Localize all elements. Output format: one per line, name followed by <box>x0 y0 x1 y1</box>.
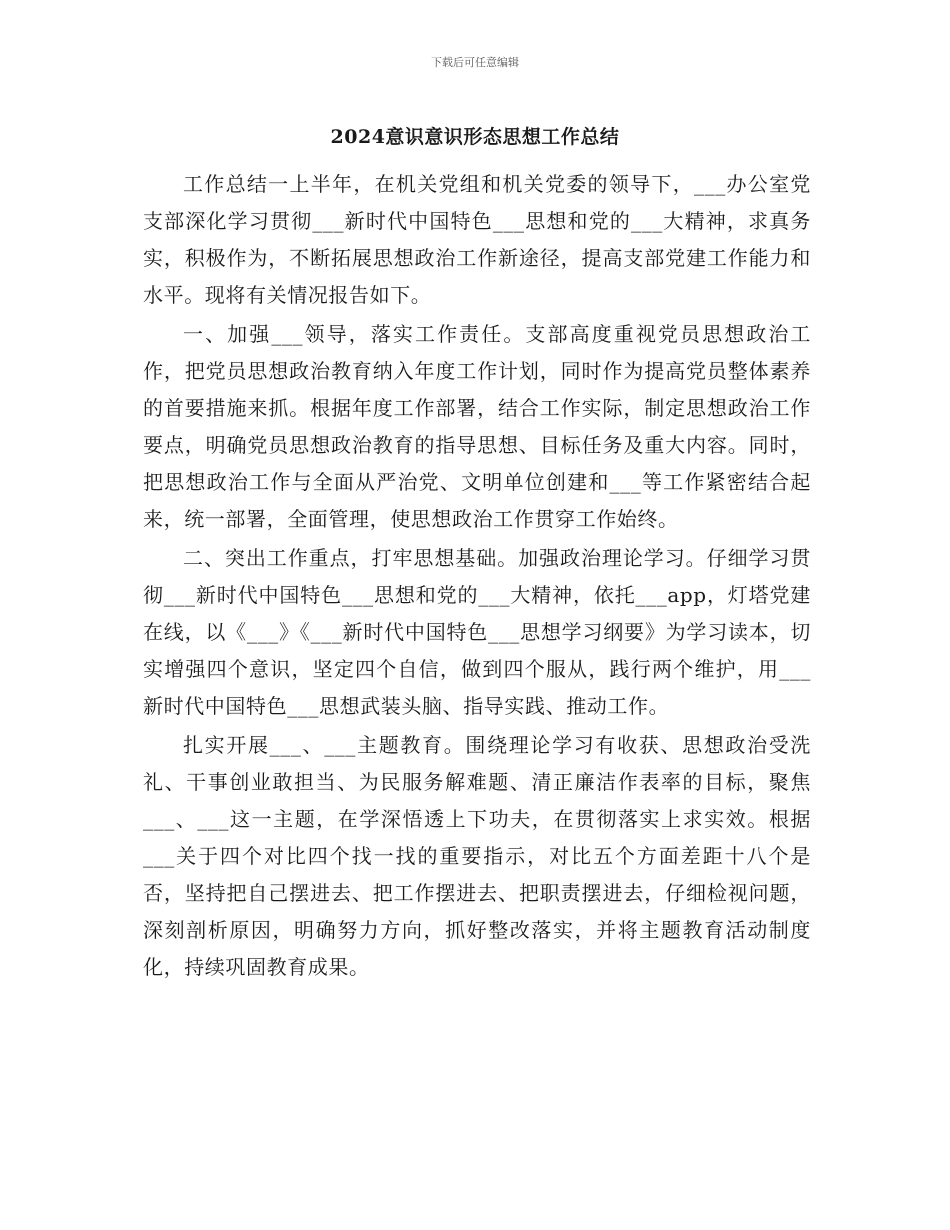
paragraph-section-one: 一、加强___领导，落实工作责任。支部高度重视党员思想政治工作，把党员思想政治教育纳入年度工作计划，同时作为提高党员整体素养的首要措施来抓。根据年度工作部署，结合工作实际，制定思想政治工作要点，明确党员思想政治教育的指导思想、目标任务及重大内容。同时，把思想政治工作与全面从严治党、文明单位创建和___等工作紧密结合起来，统一部署，全面管理，使思想政治工作贯穿工作始终。 <box>143 322 811 531</box>
paragraph-section-two: 二、突出工作重点，打牢思想基础。加强政治理论学习。仔细学习贯彻___新时代中国特色___思想和党的___大精神，依托___app，灯塔党建在线，以《___》《___新时代中国特色___思想学习纲要》为学习读本，切实增强四个意识，坚定四个自信，做到四个服从，践行两个维护，用___新时代中国特色___思想武装头脑、指导实践、推动工作。 <box>143 546 811 718</box>
document-title: 2024意识意识形态思想工作总结 <box>330 126 620 148</box>
document-body <box>143 166 811 986</box>
page-header-note: 下载后可任意编辑 <box>431 56 519 69</box>
paragraph-theme-education: 扎实开展___、___主题教育。围绕理论学习有收获、思想政治受洗礼、干事创业敢担当、为民服务解难题、清正廉洁作表率的目标，聚焦___、___这一主题，在学深悟透上下功夫，在贯彻落实上求实效。根据___关于四个对比四个找一找的重要指示，对比五个方面差距十八个是否，坚持把自己摆进去、把工作摆进去、把职责摆进去，仔细检视问题，深刻剖析原因，明确努力方向，抓好整改落实，并将主题教育活动制度化，持续巩固教育成果。 <box>143 733 811 979</box>
paragraph-intro: 工作总结一上半年，在机关党组和机关党委的领导下，___办公室党支部深化学习贯彻___新时代中国特色___思想和党的___大精神，求真务实，积极作为，不断拓展思想政治工作新途径，提高支部党建工作能力和水平。现将有关情况报告如下。 <box>143 172 811 307</box>
